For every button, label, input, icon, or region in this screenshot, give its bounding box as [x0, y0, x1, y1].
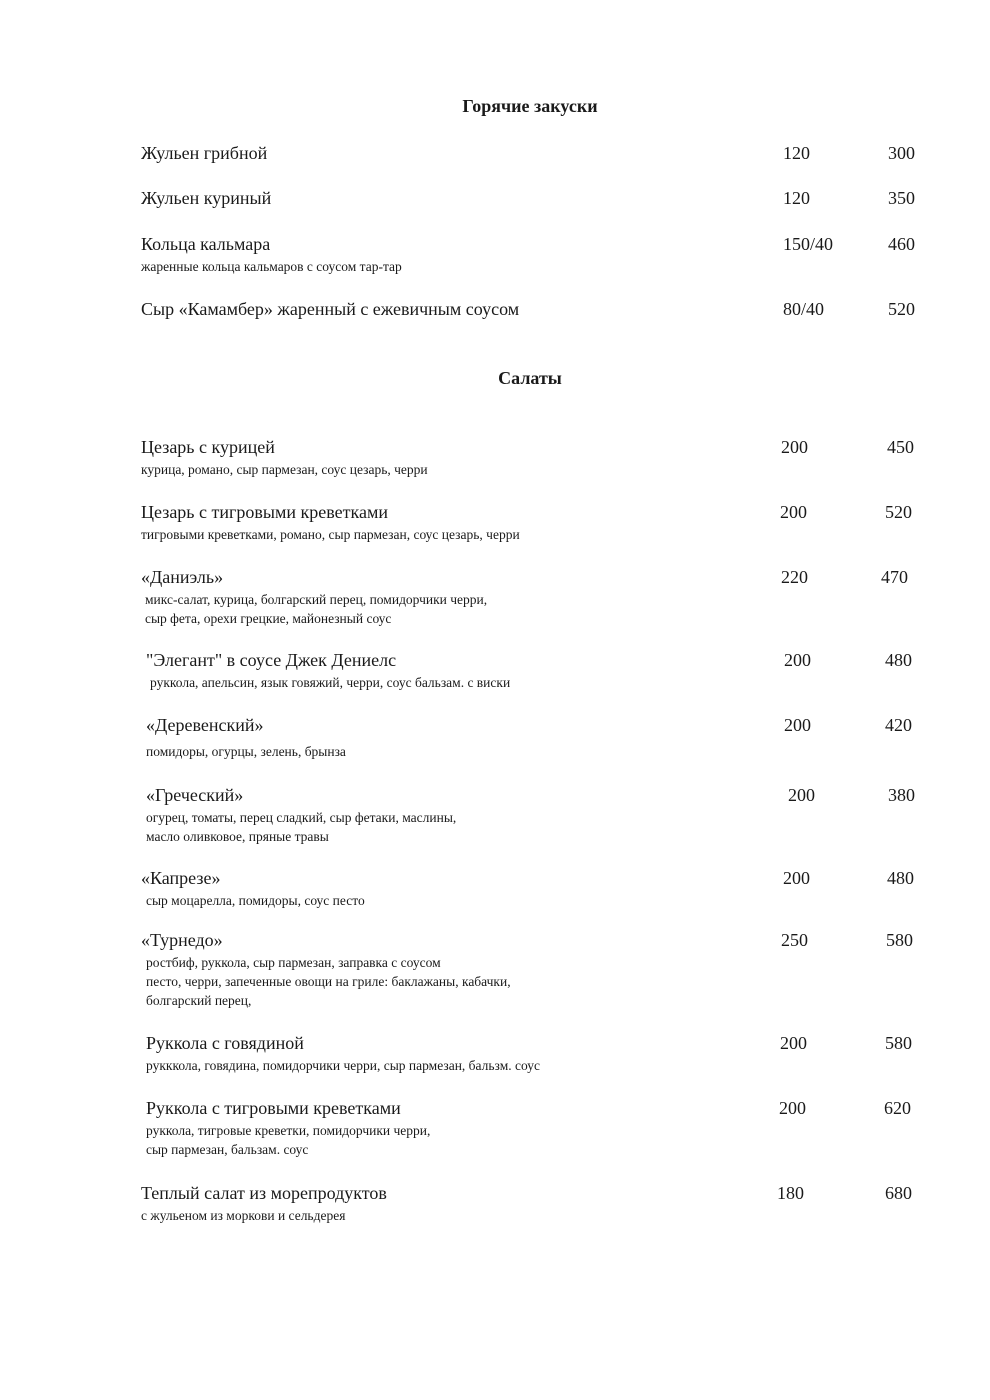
item-name: Жульен куриный: [141, 188, 272, 208]
item-price: 680: [885, 1183, 912, 1203]
item-description: курица, романо, сыр пармезан, соус цезарь, черри: [141, 462, 428, 477]
item-weight: 150/40: [783, 234, 834, 254]
section-title-hot-appetizers: Горячие закуски: [462, 96, 598, 116]
item-weight: 120: [783, 188, 810, 208]
item-description: с жульеном из моркови и сельдерея: [141, 1208, 346, 1223]
item-name: Руккола с говядиной: [146, 1033, 304, 1053]
item-price: 460: [888, 234, 915, 254]
item-description: руккола, тигровые креветки, помидорчики черри, сыр пармезан, бальзам. соус: [146, 1123, 431, 1157]
item-weight: 250: [781, 930, 808, 950]
item-price: 580: [885, 1033, 912, 1053]
item-name: «Капрезе»: [141, 868, 221, 888]
item-weight: 80/40: [783, 299, 825, 319]
item-description: рукккола, говядина, помидорчики черри, сыр пармезан, бальзм. соус: [146, 1058, 540, 1073]
item-weight: 120: [783, 143, 810, 163]
item-name: "Элегант" в соусе Джек Дениелс: [146, 650, 397, 670]
item-weight: 200: [783, 868, 810, 888]
item-description: микс-салат, курица, болгарский перец, помидорчики черри, сыр фета, орехи грецкие, майонезный соус: [145, 592, 488, 626]
item-price: 580: [886, 930, 913, 950]
item-name: Цезарь с тигровыми креветками: [141, 502, 388, 522]
item-name: Жульен грибной: [141, 143, 268, 163]
item-weight: 200: [784, 715, 811, 735]
item-name: Кольца кальмара: [141, 234, 271, 254]
item-name: «Греческий»: [146, 785, 244, 805]
item-price: 520: [885, 502, 912, 522]
item-description: ростбиф, руккола, сыр пармезан, заправка с соусом песто, черри, запеченные овощи на гриле: баклажаны, кабачки, болгарский перец,: [146, 955, 511, 1008]
item-description: помидоры, огурцы, зелень, брынза: [146, 744, 346, 759]
item-price: 520: [888, 299, 915, 319]
item-name: Сыр «Камамбер» жаренный с ежевичным соусом: [141, 299, 520, 319]
item-description: огурец, томаты, перец сладкий, сыр фетаки, маслины, масло оливковое, пряные травы: [146, 810, 457, 844]
item-description: руккола, апельсин, язык говяжий, черри, соус бальзам. с виски: [150, 675, 511, 690]
item-price: 470: [881, 567, 908, 587]
item-name: Цезарь с курицей: [141, 437, 275, 457]
item-name: «Турнедо»: [141, 930, 223, 950]
section-title-salads: Салаты: [498, 368, 562, 388]
item-price: 620: [884, 1098, 911, 1118]
item-name: «Даниэль»: [141, 567, 224, 587]
item-price: 480: [885, 650, 912, 670]
item-name: Теплый салат из морепродуктов: [141, 1183, 387, 1203]
item-weight: 200: [780, 502, 807, 522]
item-weight: 180: [777, 1183, 804, 1203]
item-weight: 200: [781, 437, 808, 457]
item-weight: 200: [780, 1033, 807, 1053]
item-price: 480: [887, 868, 914, 888]
item-name: Руккола с тигровыми креветками: [146, 1098, 401, 1118]
item-price: 350: [888, 188, 915, 208]
item-price: 300: [888, 143, 915, 163]
item-description: жаренные кольца кальмаров с соусом тар-тар: [141, 259, 402, 274]
item-description: сыр моцарелла, помидоры, соус песто: [146, 893, 365, 908]
item-weight: 200: [779, 1098, 806, 1118]
item-weight: 220: [781, 567, 808, 587]
item-price: 380: [888, 785, 915, 805]
item-name: «Деревенский»: [146, 715, 264, 735]
item-price: 420: [885, 715, 912, 735]
item-description: тигровыми креветками, романо, сыр пармезан, соус цезарь, черри: [141, 527, 520, 542]
item-weight: 200: [788, 785, 815, 805]
item-weight: 200: [784, 650, 811, 670]
item-price: 450: [887, 437, 914, 457]
